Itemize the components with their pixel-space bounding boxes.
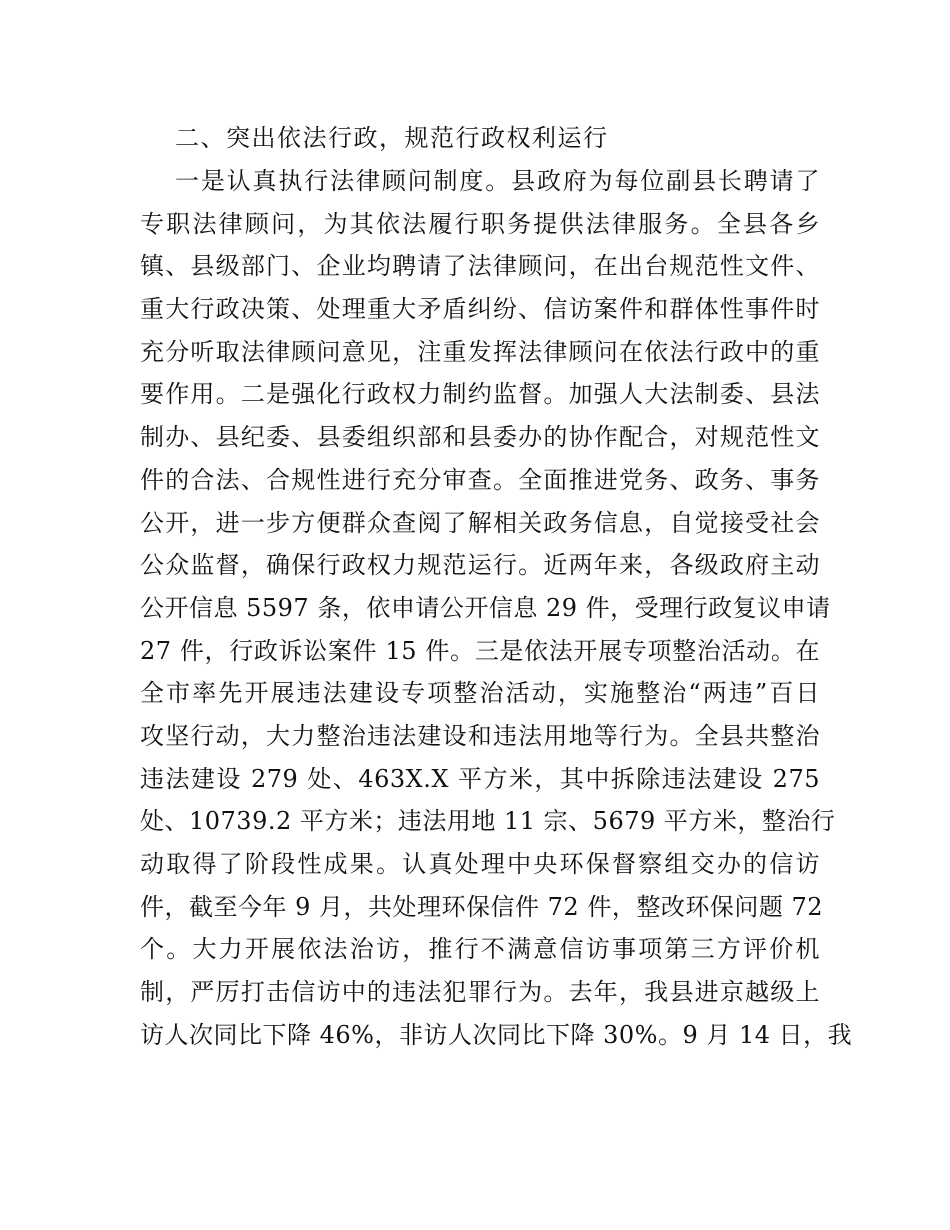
- text-line: 制，严厉打击信访中的违法犯罪行为。去年，我县进京越级上: [140, 978, 820, 1007]
- text-line: 一是认真执行法律顾问制度。县政府为每位副县长聘请了: [175, 167, 820, 195]
- text-line: 件，截至今年 9 月，共处理环保信件 72 件，整改环保问题 72: [140, 892, 823, 921]
- text-line: 公开，进一步方便群众查阅了解相关政务信息，自觉接受社会: [140, 508, 820, 537]
- text-line: 充分听取法律顾问意见，注重发挥法律顾问在依法行政中的重: [140, 337, 820, 366]
- text-line: 公开信息 5597 条，依申请公开信息 29 件，受理行政复议申请: [140, 593, 831, 622]
- text-line: 重大行政决策、处理重大矛盾纠纷、信访案件和群体性事件时: [140, 295, 820, 324]
- text-line: 镇、县级部门、企业均聘请了法律顾问，在出台规范性文件、: [140, 252, 820, 281]
- text-line: 访人次同比下降 46%，非访人次同比下降 30%。9 月 14 日，我: [140, 1020, 853, 1049]
- text-line: 违法建设 279 处、463X.X 平方米，其中拆除违法建设 275: [140, 764, 820, 793]
- text-line: 制办、县纪委、县委组织部和县委办的协作配合，对规范性文: [140, 423, 820, 452]
- text-line: 全市率先开展违法建设专项整治活动，实施整治“两违”百日: [140, 679, 820, 708]
- body-paragraph: [140, 160, 853, 1056]
- text-line: 公众监督，确保行政权力规范运行。近两年来，各级政府主动: [140, 551, 820, 580]
- text-line: 27 件，行政诉讼案件 15 件。三是依法开展专项整治活动。在: [140, 636, 820, 665]
- text-line: 攻坚行动，大力整治违法建设和违法用地等行为。全县共整治: [140, 721, 820, 750]
- text-line: 专职法律顾问，为其依法履行职务提供法律服务。全县各乡: [140, 209, 820, 238]
- section-heading: 二、突出依法行政，规范行政权利运行: [175, 124, 609, 152]
- text-line: 件的合法、合规性进行充分审查。全面推进党务、政务、事务: [140, 465, 820, 494]
- text-line: 要作用。二是强化行政权力制约监督。加强人大法制委、县法: [140, 380, 820, 409]
- text-line: 个。大力开展依法治访，推行不满意信访事项第三方评价机: [140, 935, 820, 964]
- text-line: 动取得了阶段性成果。认真处理中央环保督察组交办的信访: [140, 850, 820, 878]
- text-line: 处、10739.2 平方米；违法用地 11 宗、5679 平方米，整治行: [140, 807, 836, 836]
